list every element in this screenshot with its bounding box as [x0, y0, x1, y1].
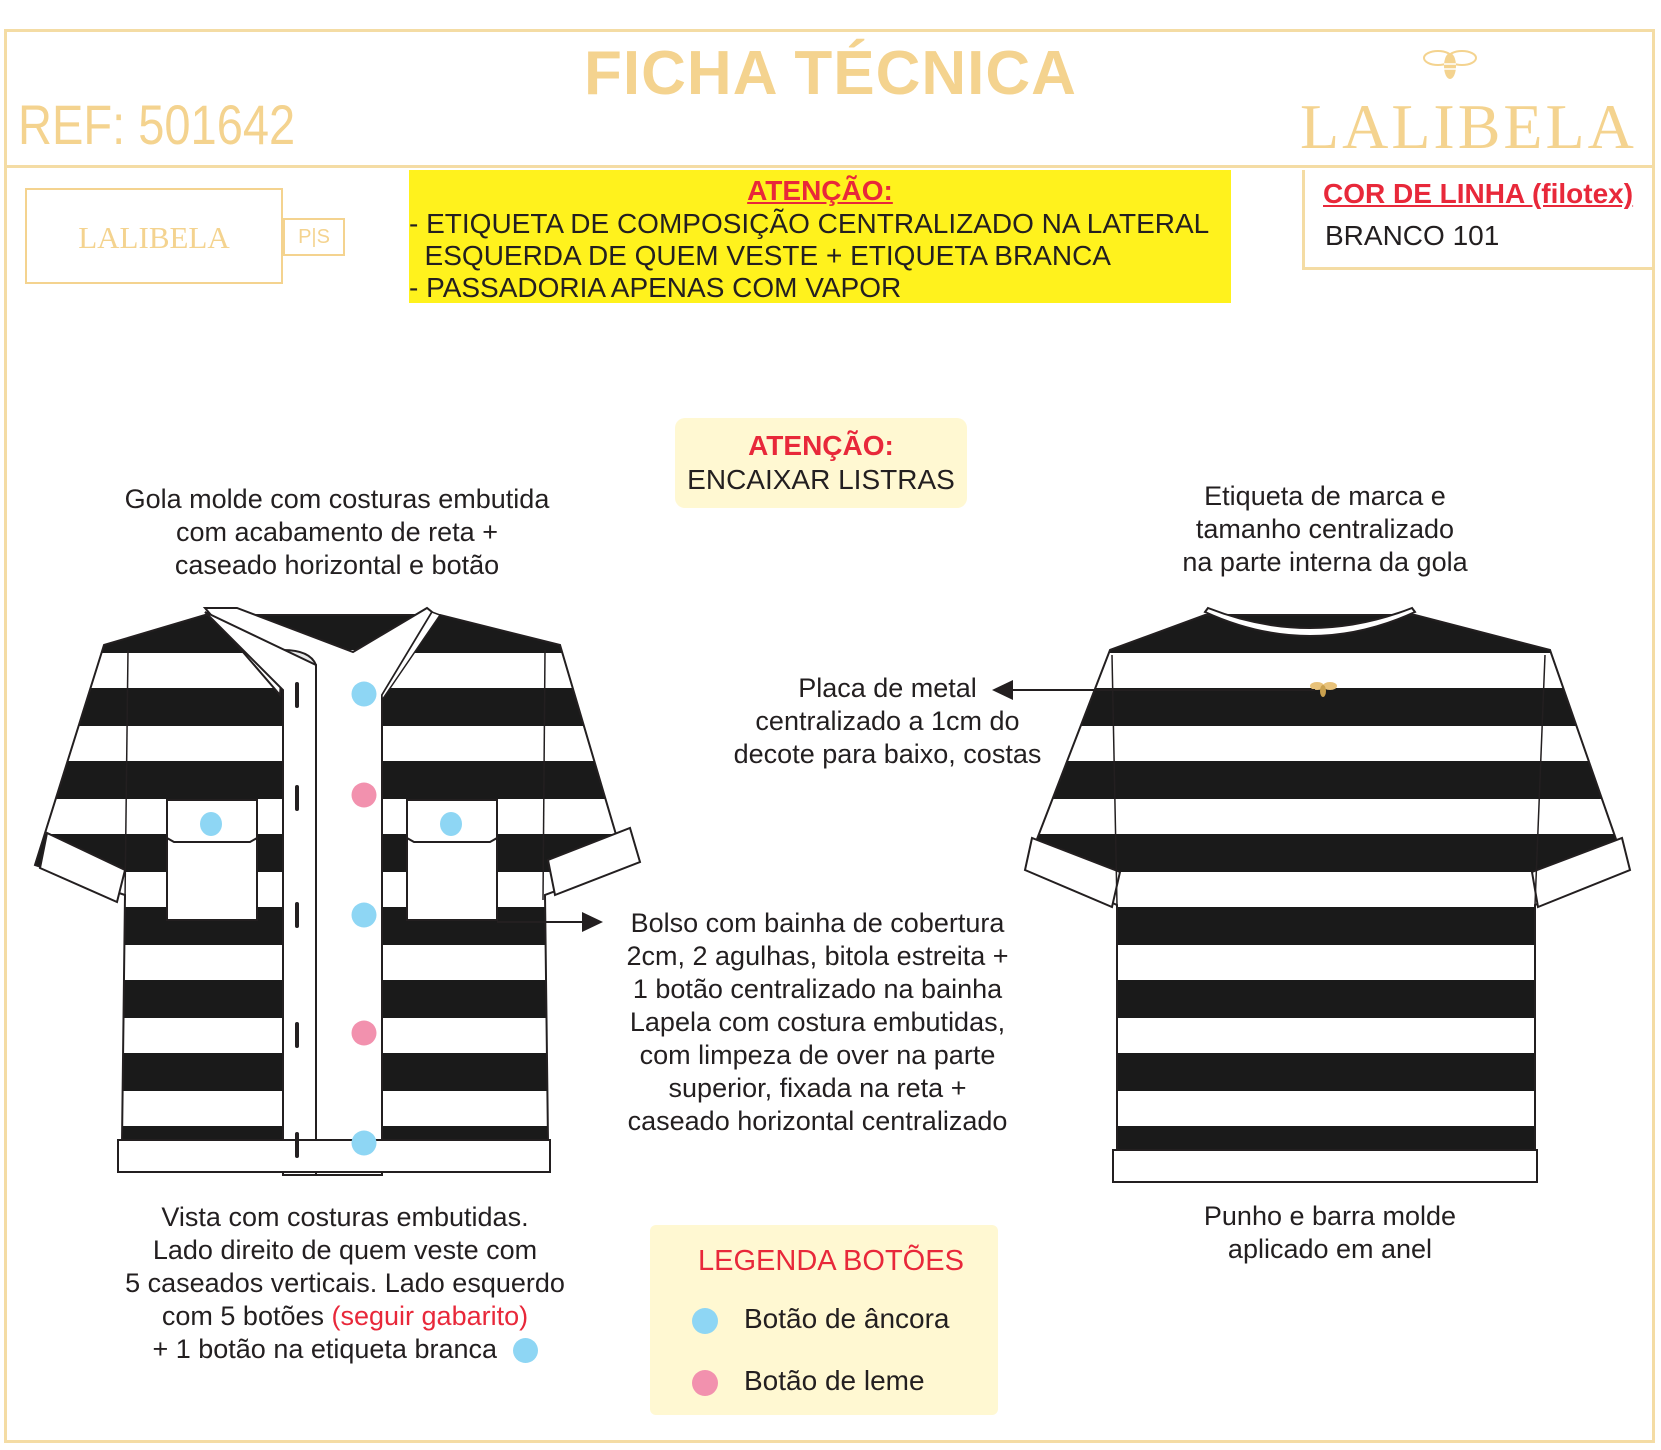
- brand-logo: LALIBELA: [1300, 91, 1637, 162]
- reference-code: REF: 501642: [18, 93, 296, 156]
- rudder-button-icon: [692, 1370, 718, 1396]
- anchor-button-icon: [513, 1338, 538, 1363]
- front-view-shirt: [0, 600, 700, 1175]
- placket-note: Vista com costuras embutidas. Lado direito de quem veste com 5 caseados verticais. Lado esquerdo com 5 botões (seguir gabarito) + 1 botão na etiqueta branca: [125, 1202, 565, 1364]
- thread-color-value: BRANCO 101: [1325, 220, 1500, 251]
- back-view-shirt: [1000, 600, 1660, 1182]
- attention-line: - ETIQUETA DE COMPOSIÇÃO CENTRALIZADO NA LATERAL: [409, 208, 1210, 239]
- stripes-attention-text: ENCAIXAR LISTRAS: [687, 464, 955, 495]
- attention-line: ESQUERDA DE QUEM VESTE + ETIQUETA BRANCA: [409, 240, 1111, 271]
- pocket-note: Bolso com bainha de cobertura 2cm, 2 agulhas, bitola estreita + 1 botão centralizado na bainha Lapela com costura embutidas, com limpeza de over na parte superior, fixada na reta + caseado horizontal centralizado: [626, 908, 1009, 1136]
- collar-note: Gola molde com costuras embutida com acabamento de reta + caseado horizontal e botão: [124, 484, 550, 580]
- button-legend: [650, 1225, 998, 1415]
- legend-item: Botão de âncora: [692, 1303, 950, 1335]
- page-title: FICHA TÉCNICA: [584, 39, 1077, 108]
- metal-plate-note: Placa de metal centralizado a 1cm do decote para baixo, costas: [733, 673, 1042, 769]
- attention-heading: ATENÇÃO:: [747, 175, 893, 206]
- legend-heading: LEGENDA BOTÕES: [698, 1245, 964, 1277]
- stripes-attention-heading: ATENÇÃO:: [748, 430, 894, 461]
- thread-color-heading: COR DE LINHA (filotex): [1323, 178, 1634, 209]
- label-brand-text: LALIBELA: [78, 220, 230, 255]
- inner-label-note: Etiqueta de marca e tamanho centralizado na parte interna da gola: [1182, 481, 1468, 577]
- size-tag: P|S: [283, 218, 345, 256]
- attention-line: - PASSADORIA APENAS COM VAPOR: [409, 272, 902, 303]
- legend-item: Botão de leme: [692, 1365, 925, 1397]
- cuff-hem-note: Punho e barra molde aplicado em anel: [1203, 1201, 1457, 1264]
- anchor-button-icon: [692, 1308, 718, 1334]
